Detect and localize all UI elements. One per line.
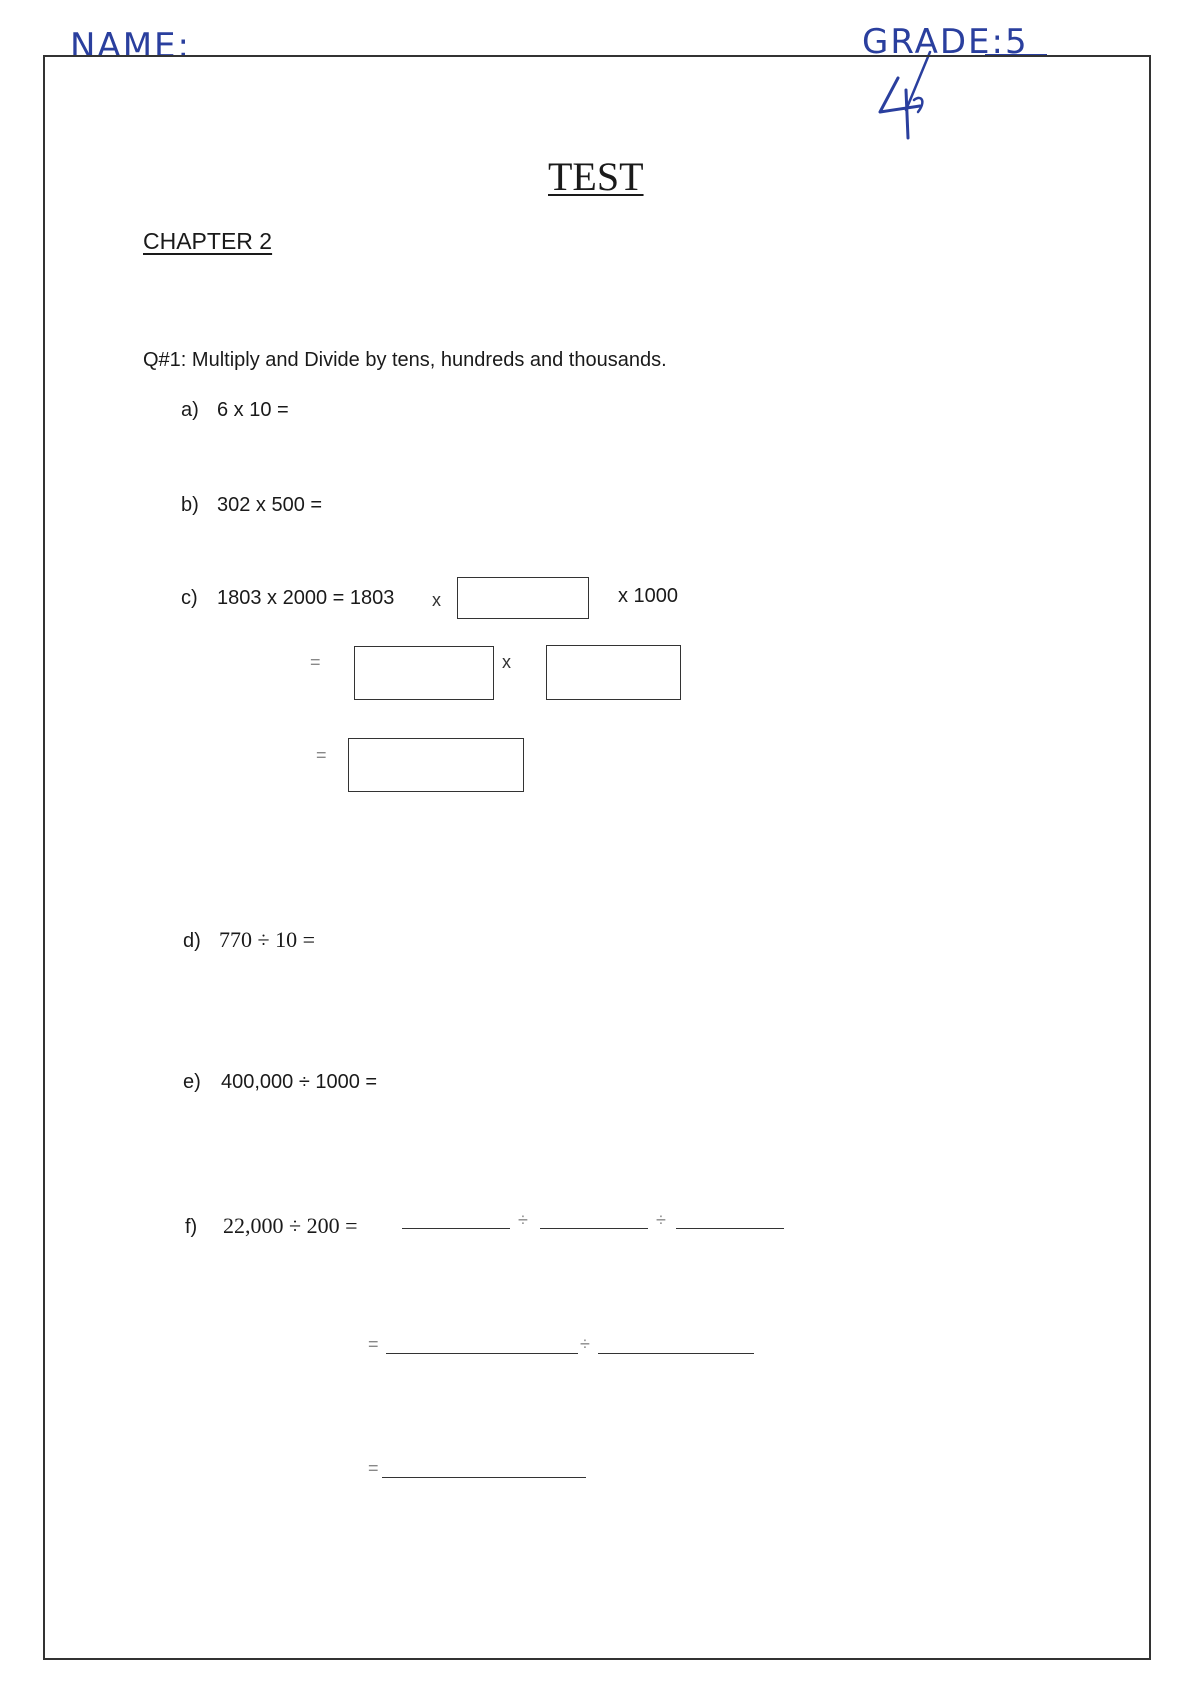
item-f-divide-3: ÷ — [580, 1334, 590, 1354]
worksheet-frame — [43, 55, 1151, 1660]
item-d-expression: 770 ÷ 10 = — [219, 927, 315, 952]
item-a — [181, 399, 289, 422]
item-f-blank-3[interactable] — [676, 1228, 784, 1229]
item-e — [183, 1071, 377, 1094]
grade-label: GRADE:5 — [862, 22, 1029, 62]
item-f-blank-4[interactable] — [386, 1353, 578, 1354]
item-c-answer-box-3[interactable] — [546, 645, 681, 700]
item-f-divide-2: ÷ — [656, 1210, 666, 1230]
item-c-label: c) — [181, 587, 198, 609]
page-title: TEST — [548, 154, 644, 199]
item-f-expression: 22,000 ÷ 200 = — [223, 1213, 358, 1238]
item-b — [181, 494, 322, 517]
item-f — [185, 1213, 357, 1239]
item-c-answer-box-1[interactable] — [457, 577, 589, 619]
item-b-label: b) — [181, 494, 199, 516]
item-e-label: e) — [183, 1071, 201, 1093]
item-f-equals-1: = — [368, 1334, 379, 1354]
item-c-expression: 1803 x 2000 = 1803 — [217, 587, 395, 609]
item-d-label: d) — [183, 930, 201, 952]
item-c-times-symbol-2: x — [502, 652, 511, 672]
item-a-label: a) — [181, 399, 199, 421]
item-c-times-1000: x 1000 — [618, 585, 679, 607]
item-c-answer-box-2[interactable] — [354, 646, 494, 700]
item-c-equals-2: = — [316, 745, 327, 765]
item-b-expression: 302 x 500 = — [217, 494, 323, 516]
item-c-times-symbol: x — [432, 590, 441, 610]
question-1-prompt: Q#1: Multiply and Divide by tens, hundreds and thousands. — [143, 349, 667, 371]
item-f-equals-2: = — [368, 1458, 379, 1478]
item-c-answer-box-4[interactable] — [348, 738, 524, 792]
item-c — [181, 587, 394, 610]
item-f-blank-2[interactable] — [540, 1228, 648, 1229]
chapter-heading: CHAPTER 2 — [143, 228, 273, 254]
item-f-blank-5[interactable] — [598, 1353, 754, 1354]
item-e-expression: 400,000 ÷ 1000 = — [221, 1071, 378, 1093]
item-f-blank-1[interactable] — [402, 1228, 510, 1229]
item-c-equals-1: = — [310, 652, 321, 672]
item-d — [183, 927, 315, 953]
item-f-divide-1: ÷ — [518, 1210, 528, 1230]
item-f-label: f) — [185, 1216, 198, 1238]
item-a-expression: 6 x 10 = — [217, 399, 289, 421]
name-label: NAME: — [70, 26, 191, 66]
item-f-blank-6[interactable] — [382, 1477, 586, 1478]
